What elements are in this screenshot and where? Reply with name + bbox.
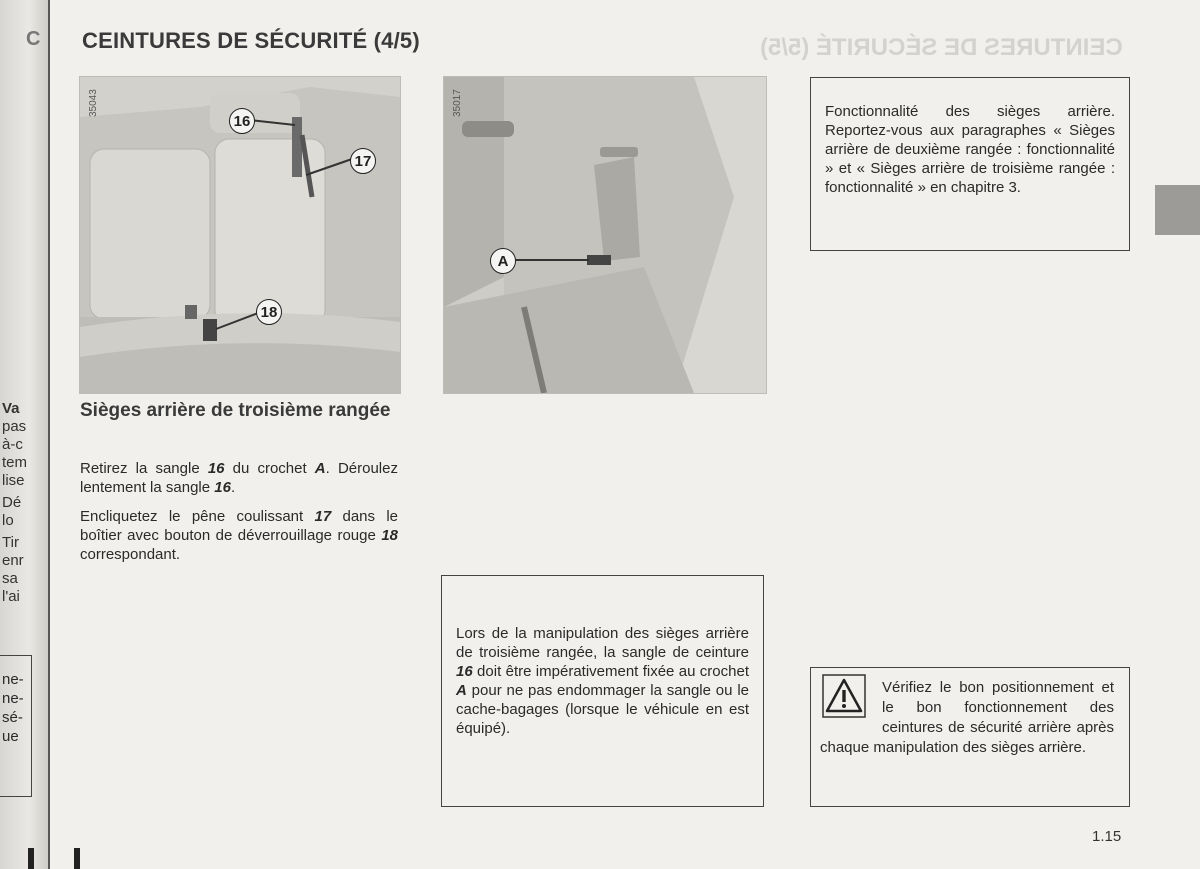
note-box-third-row — [441, 575, 764, 807]
section-index-tab — [1155, 185, 1200, 235]
bottom-mark-1 — [28, 848, 34, 869]
callout-16: 16 — [229, 108, 255, 134]
prev-page-column: Va pas à-c tem lise Dé lo Tir enr sa l'ai — [2, 400, 28, 605]
bleed-through-title: CEINTURES DE SÉCURITÉ (5/5) — [760, 34, 1123, 61]
warning-text: Vérifiez le bon positionnement et le bon fonctionnement des ceintures de sécurité arrière après chaque manipulation des sièges arrière. — [820, 679, 1114, 756]
instruction-paragraph-1: Retirez la sangle 16 du crochet A. Déroulez lentement la sangle 16. — [80, 460, 398, 496]
info-box-text: Fonctionnalité des sièges arrière. Reportez-vous aux paragraphes « Sièges arrière de deuxième rangée : fonctionnalité » et « Sièges arrière de troisième rangée : fonctionnalité » en chapitre 3. — [825, 103, 1115, 196]
photo-code-35043: 35043 — [88, 89, 99, 117]
note-box-text: Lors de la manipulation des sièges arrière de troisième rangée, la sangle de ceinture 16 doit être impérativement fixée au crochet A pour ne pas endommager la sangle ou le cache-bagages (lorsque le véhicule en est équipé). — [456, 625, 749, 737]
prev-page-top-char: C — [26, 28, 41, 50]
belt-hook-illustration — [444, 77, 766, 393]
rear-seat-photo — [79, 76, 401, 394]
callout-18: 18 — [256, 299, 282, 325]
section-heading: Sièges arrière de troisième rangée — [80, 400, 391, 421]
belt-hook-photo — [443, 76, 767, 394]
prev-page-warning-box: ne- ne- sé- ue — [0, 655, 32, 797]
callout-A: A — [490, 248, 516, 274]
page-number: 1.15 — [1092, 828, 1122, 845]
info-box-rear-seats — [810, 77, 1130, 251]
page-title: CEINTURES DE SÉCURITÉ (4/5) — [82, 28, 420, 53]
bottom-mark-2 — [74, 848, 80, 869]
callout-17: 17 — [350, 148, 376, 174]
instruction-paragraph-2: Encliquetez le pêne coulissant 17 dans le boîtier avec bouton de déverrouillage rouge 18 correspondant. — [80, 508, 398, 563]
photo-code-35017: 35017 — [452, 89, 463, 117]
